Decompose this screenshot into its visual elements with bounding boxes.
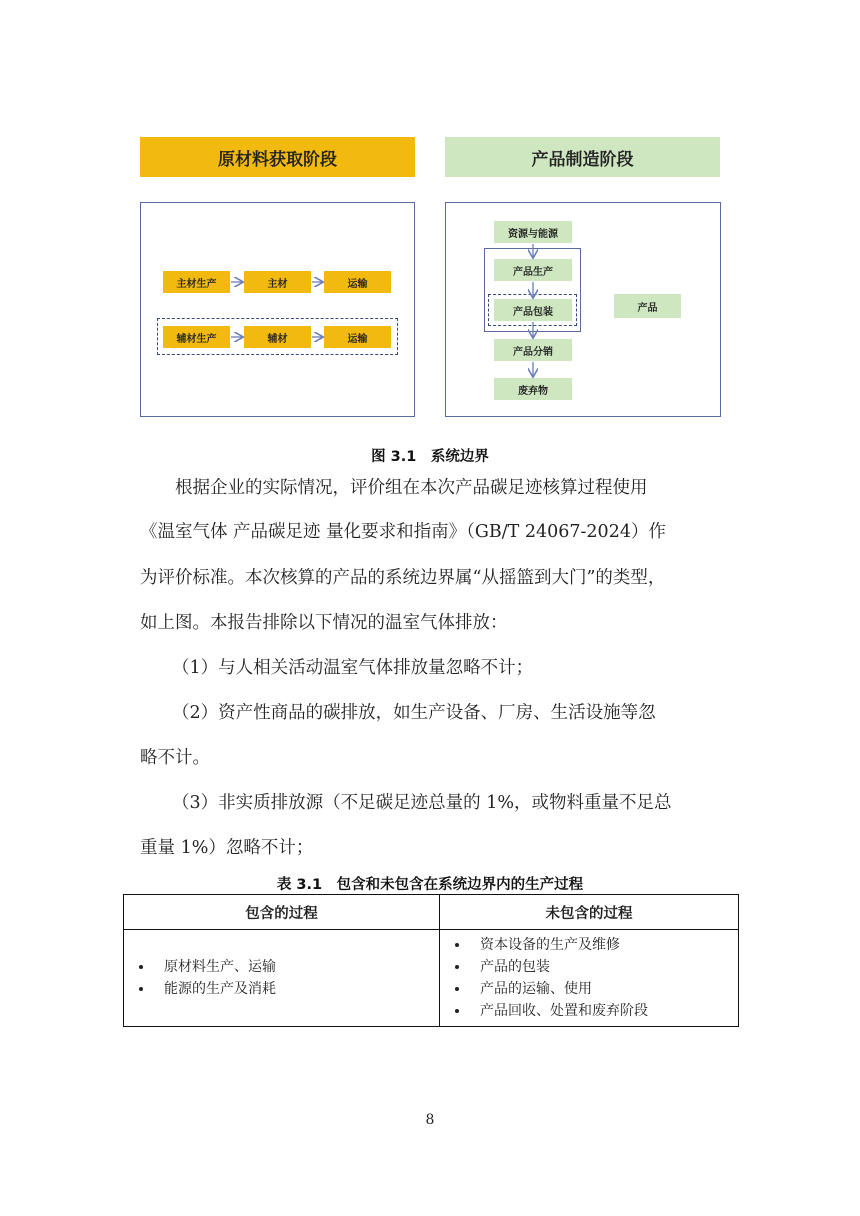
raw-row1-box-1: 主材生产 [163, 271, 230, 293]
exclusion-item-3-line-1: （3）非实质排放源（不足碳足迹总量的 1%，或物料重量不足总 [172, 793, 672, 813]
excluded-item: • 产品的运输、使用 [470, 978, 738, 1000]
exclusion-item-2-line-1: （2）资产性商品的碳排放，如生产设备、厂房、生活设施等忽 [172, 703, 656, 723]
distribution-box: 产品分销 [494, 339, 572, 361]
paragraph-line-4: 如上图。本报告排除以下情况的温室气体排放： [140, 613, 508, 633]
production-box: 产品生产 [494, 259, 572, 281]
table-caption: 表 3.1 包含和未包含在系统边界内的生产过程 [276, 877, 584, 893]
raw-row2-box-2: 辅材 [244, 326, 311, 348]
included-processes-cell [124, 930, 440, 1027]
waste-box: 废弃物 [494, 378, 572, 400]
resource-energy-box: 资源与能源 [494, 221, 572, 243]
raw-row2-box-1: 辅材生产 [163, 326, 230, 348]
paragraph-line-1: 根据企业的实际情况，评价组在本次产品碳足迹核算过程使用 [175, 478, 648, 498]
excluded-processes-cell [440, 930, 739, 1027]
included-item: • 能源的生产及消耗 [154, 978, 439, 1000]
stage-manufacturing-header: 产品制造阶段 [445, 137, 720, 177]
raw-row2-box-3: 运输 [324, 326, 391, 348]
table-header-excluded: 未包含的过程 [440, 895, 739, 930]
table-header-included: 包含的过程 [124, 895, 440, 930]
page-number: 8 [425, 1112, 435, 1128]
exclusion-item-1: （1）与人相关活动温室气体排放量忽略不计； [172, 658, 534, 678]
paragraph-line-3: 为评价标准。本次核算的产品的系统边界属“从摇篮到大门”的类型， [140, 568, 666, 588]
excluded-item: • 产品的包装 [470, 956, 738, 978]
paragraph-line-2: 《温室气体 产品碳足迹 量化要求和指南》（GB/T 24067-2024）作 [140, 522, 666, 542]
raw-row1-box-3: 运输 [324, 271, 391, 293]
exclusion-item-3-line-2: 重量 1%）忽略不计； [140, 838, 314, 858]
stage-raw-header: 原材料获取阶段 [140, 137, 415, 177]
figure-caption: 图 3.1 系统边界 [371, 449, 489, 465]
excluded-item: • 产品回收、处置和废弃阶段 [470, 1000, 738, 1022]
exclusion-item-2-line-2: 略不计。 [140, 748, 210, 768]
raw-row1-box-2: 主材 [244, 271, 311, 293]
packaging-box: 产品包装 [494, 299, 572, 321]
product-output-box: 产品 [614, 294, 681, 318]
excluded-item: • 资本设备的生产及维修 [470, 934, 738, 956]
process-boundary-table [123, 894, 739, 1027]
included-item: • 原材料生产、运输 [154, 956, 439, 978]
